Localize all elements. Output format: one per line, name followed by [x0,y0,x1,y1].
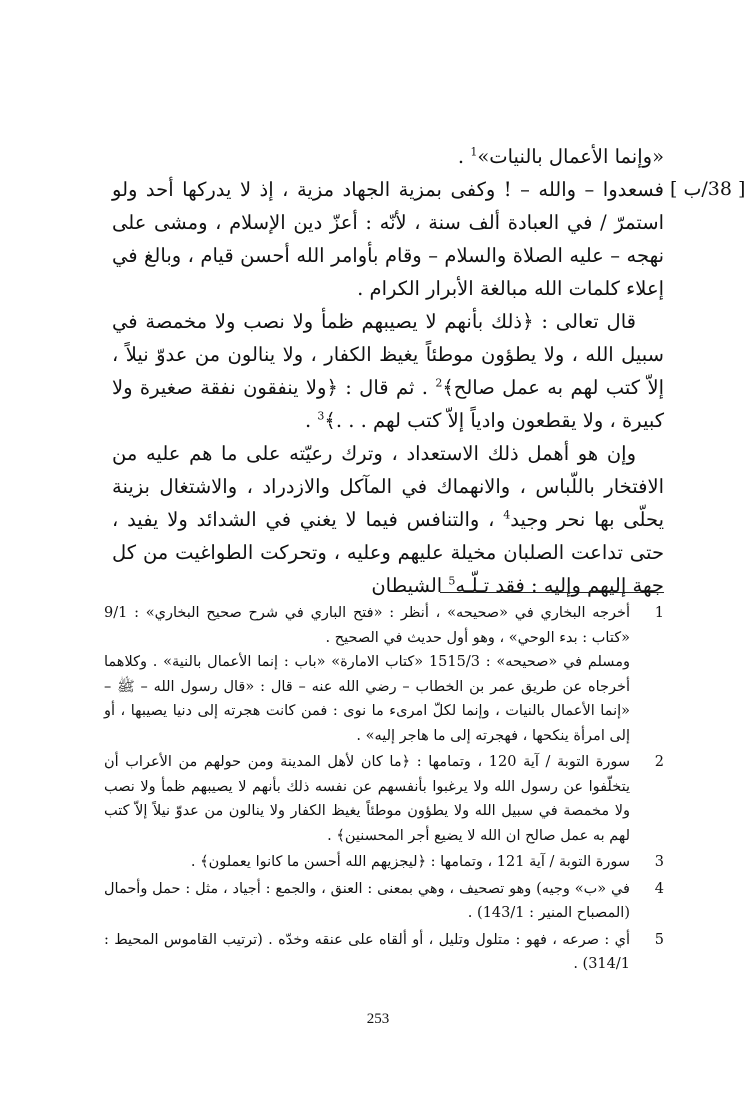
paragraph-4 [112,437,664,602]
footnote [104,928,664,977]
footnote-number: 3 [654,854,664,870]
footnote-line: ومسلم في «صحيحه» : 1515/3 «كتاب الامارة» «باب : إنما الأعمال بالنية» . وكلاهما أخرجاه عن طريق عمر بن الخطاب – رضي الله عنه – قال : «قال رسول الله – ﷺ – «إنما الأعمال بالنيات ، وإنما لكلّ امرىء ما نوى : فمن كانت هجرته إلى دنيا يصيبها ، أو إلى امرأة ينكحها ، فهجرته إلى ما هاجر إليه» . [104,654,631,744]
paragraph-2: فسعدوا – والله – ! وكفى بمزية الجهاد مزية ، إذ لا يدركها أحد ولو استمرّ / في العبادة ألف سنة ، لأنّه : أعزّ دين الإسلام ، ومشى على نهجه – عليه الصلاة والسلام – وقام بأوامر الله أحسن قيام ، وبالغ في إعلاء كلمات الله مبالغة الأبرار الكرام . [112,178,664,300]
page-number: 253 [366,1011,390,1027]
footnote-number: 1 [654,605,664,621]
hadith-quote: «وإنما الأعمال بالنيات» [477,145,664,168]
footnote-line: أخرجه البخاري في «صحيحه» ، أنظر : «فتح الباري في شرح صحيح البخاري» : 9/1 «كتاب : بدء الوحي» ، وهو أول حديث في الصحيح . [104,605,630,646]
footnote-text [104,850,630,875]
footnote-number: 4 [654,880,664,897]
footnote-ref-2: 2 [435,376,443,390]
footnote-ref-5: 5 [448,574,456,588]
paragraph-4-part-1: وإن هو أهمل ذلك الاستعداد ، وترك رعيّته على ما هم عليه من الافتخار باللّباس ، والانهماك في المآكل والازدراد ، والاشتغال بزينة يحلّى بها نحر وجيد [112,442,664,531]
paragraph-4-part-2: ، والتنافس فيما لا يغني في الشدائد ولا يفيد ، حتى تداعت الصلبان مخيلة عليهم وعليه ، وتحركت الطواغيت من كل جهة إليهم وإليه : فقد تـلّـه [112,508,664,597]
paragraph-4-tail: الشيطان [371,574,449,597]
footnote [104,601,664,748]
paragraph-3 [112,305,664,437]
footnote-ref-4: 4 [503,508,511,522]
footnote-ref-3: 3 [317,409,325,423]
paragraph-1-tail: . [457,145,471,168]
footnote-line: سورة التوبة / آية 121 ، وتمامها : ﴿ليجزيهم الله أحسن ما كانوا يعملون﴾ . [190,854,630,870]
footnote-number: 5 [654,931,664,948]
folio-marker: [ 38/ب ] [670,178,746,200]
footnote-text [104,928,630,977]
main-text [112,140,664,602]
footnote-number: 2 [654,754,664,770]
footnote-text [104,750,630,848]
footnote [104,850,664,875]
paragraph-3-tail: . [304,409,318,432]
footnote [104,877,664,926]
footnotes [104,601,664,979]
footnote-line: أي : صرعه ، فهو : متلول وتليل ، أو ألقاه على عنقه وخدّه . (ترتيب القاموس المحيط : 314/1) . [104,931,630,972]
paragraph-1 [112,140,664,173]
quran-quote-2: . ثم قال : ﴿ولا ينفقون نفقة صغيرة ولا كبيرة ، ولا يقطعون وادياً إلاّ كتب لهم . . .﴾ [112,376,664,432]
quran-quote-1: قال تعالى : ﴿ذلك بأنهم لا يصيبهم ظمأ ولا نصب ولا مخمصة في سبيل الله ، ولا يطؤون موطئاً يغيظ الكفار ، ولا ينالون من عدوّ نيلاً ، إلاّ كتب لهم به عمل صالح﴾ [112,310,664,399]
footnote-ref-1: 1 [470,145,478,159]
footnote [104,750,664,848]
footnote-line: سورة التوبة / آية 120 ، وتمامها : ﴿ما كان لأهل المدينة ومن حولهم من الأعراب أن يتخلّفوا عن رسول الله ولا يرغبوا بأنفسهم عن نفسه ذلك بأنهم لا يصيبهم ظمأ ولا نصب ولا مخمصة في سبيل الله ولا يطؤون موطئاً يغيظ الكفار ولا ينالون من عدوّ نيلاً إلاّ كتب لهم به عمل صالح ان الله لا يضيع أجر المحسنين﴾ . [104,754,630,844]
footnote-divider [440,592,664,593]
footnote-line: في «ب» وجيه) وهو تصحيف ، وهي بمعنى : العنق ، والجمع : أجياد ، مثل : حمل وأحمال (المصباح المنير : 143/1) . [104,880,630,921]
footnote-text [104,601,630,748]
footnote-text [104,877,630,926]
